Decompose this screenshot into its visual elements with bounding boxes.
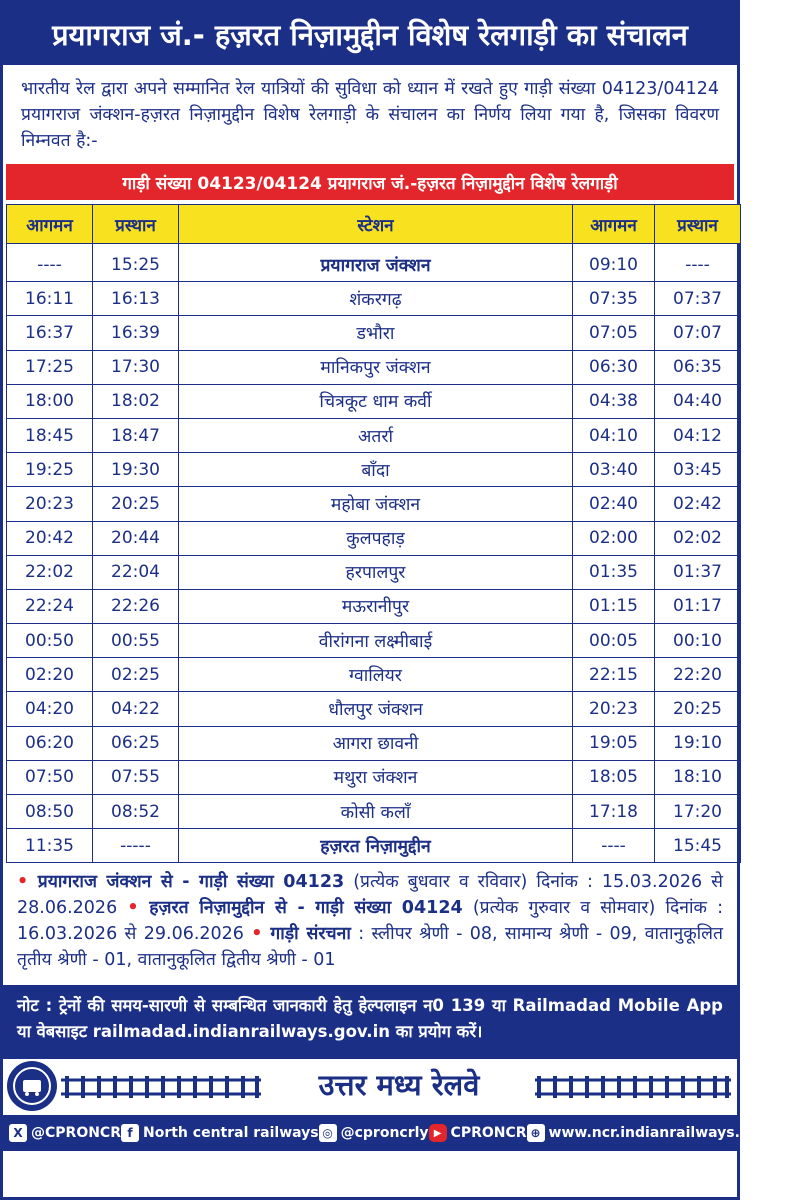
arrival-down: 07:50	[7, 760, 93, 794]
station-name: धौलपुर जंक्शन	[179, 692, 573, 726]
departure-down: 18:47	[93, 418, 179, 452]
arrival-down: 18:45	[7, 418, 93, 452]
departure-down: 08:52	[93, 795, 179, 829]
brand-name: उत्तर मध्य रेलवे	[318, 1068, 480, 1103]
station-name: कुलपहाड़	[179, 521, 573, 555]
arrival-down: 11:35	[7, 829, 93, 863]
page-title: प्रयागराज जं.- हज़रत निज़ामुद्दीन विशेष रेलगाड़ी का संचालन	[3, 3, 737, 68]
timetable-header-row	[7, 205, 741, 244]
departure-up: 00:10	[655, 624, 741, 658]
arrival-down: ----	[7, 244, 93, 282]
footer-twitter[interactable]	[9, 1124, 121, 1142]
departure-up: 18:10	[655, 760, 741, 794]
header-departure-up: प्रस्थान	[655, 205, 741, 244]
header-departure-down: प्रस्थान	[93, 205, 179, 244]
arrival-up: ----	[573, 829, 655, 863]
arrival-up: 07:35	[573, 282, 655, 316]
arrival-up: 19:05	[573, 726, 655, 760]
footer-website[interactable]	[527, 1124, 788, 1142]
helpline-note: नोट : ट्रेनों की समय-सारणी से सम्बन्धित जानकारी हेतु हेल्पलाइन न0 139 या Railmadad Mobile App या वेबसाइट railmadad.indianrailways.gov.in का प्रयोग करें।	[3, 985, 737, 1059]
bullet: •	[17, 872, 29, 893]
departure-up: 20:25	[655, 692, 741, 726]
departure-up: 15:45	[655, 829, 741, 863]
note-2-head: हज़रत निज़ामुद्दीन से - गाड़ी संख्या 04124	[149, 898, 463, 919]
departure-up: 01:17	[655, 589, 741, 623]
arrival-down: 20:42	[7, 521, 93, 555]
table-row	[7, 760, 741, 794]
arrival-down: 06:20	[7, 726, 93, 760]
table-row	[7, 555, 741, 589]
departure-down: 07:55	[93, 760, 179, 794]
station-name: हरपालपुर	[179, 555, 573, 589]
table-row	[7, 487, 741, 521]
station-name: चित्रकूट धाम कर्वी	[179, 384, 573, 418]
timetable-body	[7, 244, 741, 863]
youtube-handle: CPRONCR	[450, 1125, 527, 1142]
departure-up: 01:37	[655, 555, 741, 589]
rail-track-left-icon	[61, 1074, 261, 1100]
departure-up: 03:45	[655, 453, 741, 487]
arrival-down: 04:20	[7, 692, 93, 726]
departure-down: -----	[93, 829, 179, 863]
departure-up: 02:42	[655, 487, 741, 521]
departure-down: 16:39	[93, 316, 179, 350]
note-3-head: गाड़ी संरचना	[270, 924, 351, 945]
table-row	[7, 589, 741, 623]
twitter-handle: @CPRONCR	[31, 1125, 121, 1142]
timetable	[6, 204, 741, 863]
departure-down: 00:55	[93, 624, 179, 658]
station-name: प्रयागराज जंक्शन	[179, 244, 573, 282]
station-name: महोबा जंक्शन	[179, 487, 573, 521]
table-row	[7, 795, 741, 829]
departure-down: 18:02	[93, 384, 179, 418]
arrival-up: 04:10	[573, 418, 655, 452]
globe-icon: ⊕	[527, 1124, 545, 1142]
arrival-up: 06:30	[573, 350, 655, 384]
table-row	[7, 384, 741, 418]
instagram-handle: @cproncrly	[340, 1125, 429, 1142]
arrival-down: 00:50	[7, 624, 93, 658]
facebook-handle: North central railways	[143, 1125, 319, 1142]
arrival-up: 07:05	[573, 316, 655, 350]
departure-down: 04:22	[93, 692, 179, 726]
note-1-body: (प्रत्येक बुधवार व रविवार) दिनांक : 15.03.2026 से 28.06.2026	[17, 872, 723, 919]
departure-down: 16:13	[93, 282, 179, 316]
arrival-up: 20:23	[573, 692, 655, 726]
youtube-icon: ▶	[429, 1124, 447, 1142]
departure-up: ----	[655, 244, 741, 282]
facebook-icon: f	[121, 1124, 139, 1142]
departure-up: 07:07	[655, 316, 741, 350]
table-row	[7, 282, 741, 316]
bullet: •	[251, 924, 263, 945]
departure-down: 17:30	[93, 350, 179, 384]
footer-facebook[interactable]	[121, 1124, 319, 1142]
arrival-down: 20:23	[7, 487, 93, 521]
departure-up: 17:20	[655, 795, 741, 829]
header-arrival-up: आगमन	[573, 205, 655, 244]
station-name: मानिकपुर जंक्शन	[179, 350, 573, 384]
departure-up: 07:37	[655, 282, 741, 316]
table-row	[7, 244, 741, 282]
station-name: डभौरा	[179, 316, 573, 350]
note-1-head: प्रयागराज जंक्शन से - गाड़ी संख्या 04123	[37, 872, 345, 893]
arrival-down: 02:20	[7, 658, 93, 692]
note-3-body: : स्लीपर श्रेणी - 08, सामान्य श्रेणी - 09, वातानुकूलित तृतीय श्रेणी - 01, वातानुकूलित द्वितीय श्रेणी - 01	[17, 924, 724, 971]
departure-down: 15:25	[93, 244, 179, 282]
header-station: स्टेशन	[179, 205, 573, 244]
table-row	[7, 316, 741, 350]
station-name: बाँदा	[179, 453, 573, 487]
departure-down: 20:25	[93, 487, 179, 521]
station-name: वीरांगना लक्ष्मीबाई	[179, 624, 573, 658]
brand-banner	[3, 1059, 737, 1115]
arrival-up: 02:40	[573, 487, 655, 521]
x-twitter-icon: X	[9, 1124, 27, 1142]
timetable-container	[6, 204, 734, 863]
station-name: शंकरगढ़	[179, 282, 573, 316]
arrival-down: 17:25	[7, 350, 93, 384]
arrival-up: 09:10	[573, 244, 655, 282]
table-row	[7, 658, 741, 692]
arrival-up: 02:00	[573, 521, 655, 555]
departure-up: 04:12	[655, 418, 741, 452]
bullet: •	[127, 898, 139, 919]
footer-instagram[interactable]	[319, 1124, 429, 1142]
departure-down: 22:26	[93, 589, 179, 623]
table-row	[7, 726, 741, 760]
station-name: मथुरा जंक्शन	[179, 760, 573, 794]
arrival-up: 22:15	[573, 658, 655, 692]
arrival-down: 18:00	[7, 384, 93, 418]
arrival-down: 16:11	[7, 282, 93, 316]
station-name: हज़रत निज़ामुद्दीन	[179, 829, 573, 863]
departure-up: 22:20	[655, 658, 741, 692]
table-row	[7, 521, 741, 555]
table-row	[7, 624, 741, 658]
arrival-up: 18:05	[573, 760, 655, 794]
table-row	[7, 418, 741, 452]
train-heading: गाड़ी संख्या 04123/04124 प्रयागराज जं.-हज़रत निज़ामुद्दीन विशेष रेलगाड़ी	[6, 164, 734, 200]
departure-up: 19:10	[655, 726, 741, 760]
station-name: अतर्रा	[179, 418, 573, 452]
table-row	[7, 350, 741, 384]
table-row	[7, 692, 741, 726]
rail-track-right-icon	[535, 1074, 731, 1100]
note-2-body: (प्रत्येक गुरुवार व सोमवार) दिनांक : 16.03.2026 से 29.06.2026	[17, 898, 723, 945]
arrival-down: 22:24	[7, 589, 93, 623]
departure-down: 20:44	[93, 521, 179, 555]
arrival-down: 16:37	[7, 316, 93, 350]
railway-logo-icon	[7, 1061, 57, 1111]
footer-youtube[interactable]	[429, 1124, 527, 1142]
instagram-icon: ◎	[319, 1124, 337, 1142]
departure-down: 19:30	[93, 453, 179, 487]
station-name: मऊरानीपुर	[179, 589, 573, 623]
arrival-up: 01:35	[573, 555, 655, 589]
header-arrival-down: आगमन	[7, 205, 93, 244]
intro-paragraph: भारतीय रेल द्वारा अपने सम्मानित रेल यात्रियों की सुविधा को ध्यान में रखते हुए गाड़ी संख्या 04123/04124 प्रयागराज जंक्शन-हज़रत निज़ामुद्दीन विशेष रेलगाड़ी के संचालन का निर्णय लिया गया है, जिसका विवरण निम्नवत है:-	[21, 79, 719, 151]
station-name: कोसी कलाँ	[179, 795, 573, 829]
arrival-up: 01:15	[573, 589, 655, 623]
arrival-down: 19:25	[7, 453, 93, 487]
arrival-up: 17:18	[573, 795, 655, 829]
station-name: ग्वालियर	[179, 658, 573, 692]
departure-up: 02:02	[655, 521, 741, 555]
table-row	[7, 453, 741, 487]
website-url: www.ncr.indianrailways.gov.in	[548, 1125, 788, 1142]
departure-down: 06:25	[93, 726, 179, 760]
departure-up: 04:40	[655, 384, 741, 418]
arrival-up: 00:05	[573, 624, 655, 658]
departure-up: 06:35	[655, 350, 741, 384]
table-row	[7, 829, 741, 863]
service-notes	[3, 863, 737, 985]
arrival-down: 08:50	[7, 795, 93, 829]
arrival-down: 22:02	[7, 555, 93, 589]
arrival-up: 03:40	[573, 453, 655, 487]
station-name: आगरा छावनी	[179, 726, 573, 760]
departure-down: 02:25	[93, 658, 179, 692]
arrival-up: 04:38	[573, 384, 655, 418]
departure-down: 22:04	[93, 555, 179, 589]
social-footer	[3, 1115, 788, 1151]
